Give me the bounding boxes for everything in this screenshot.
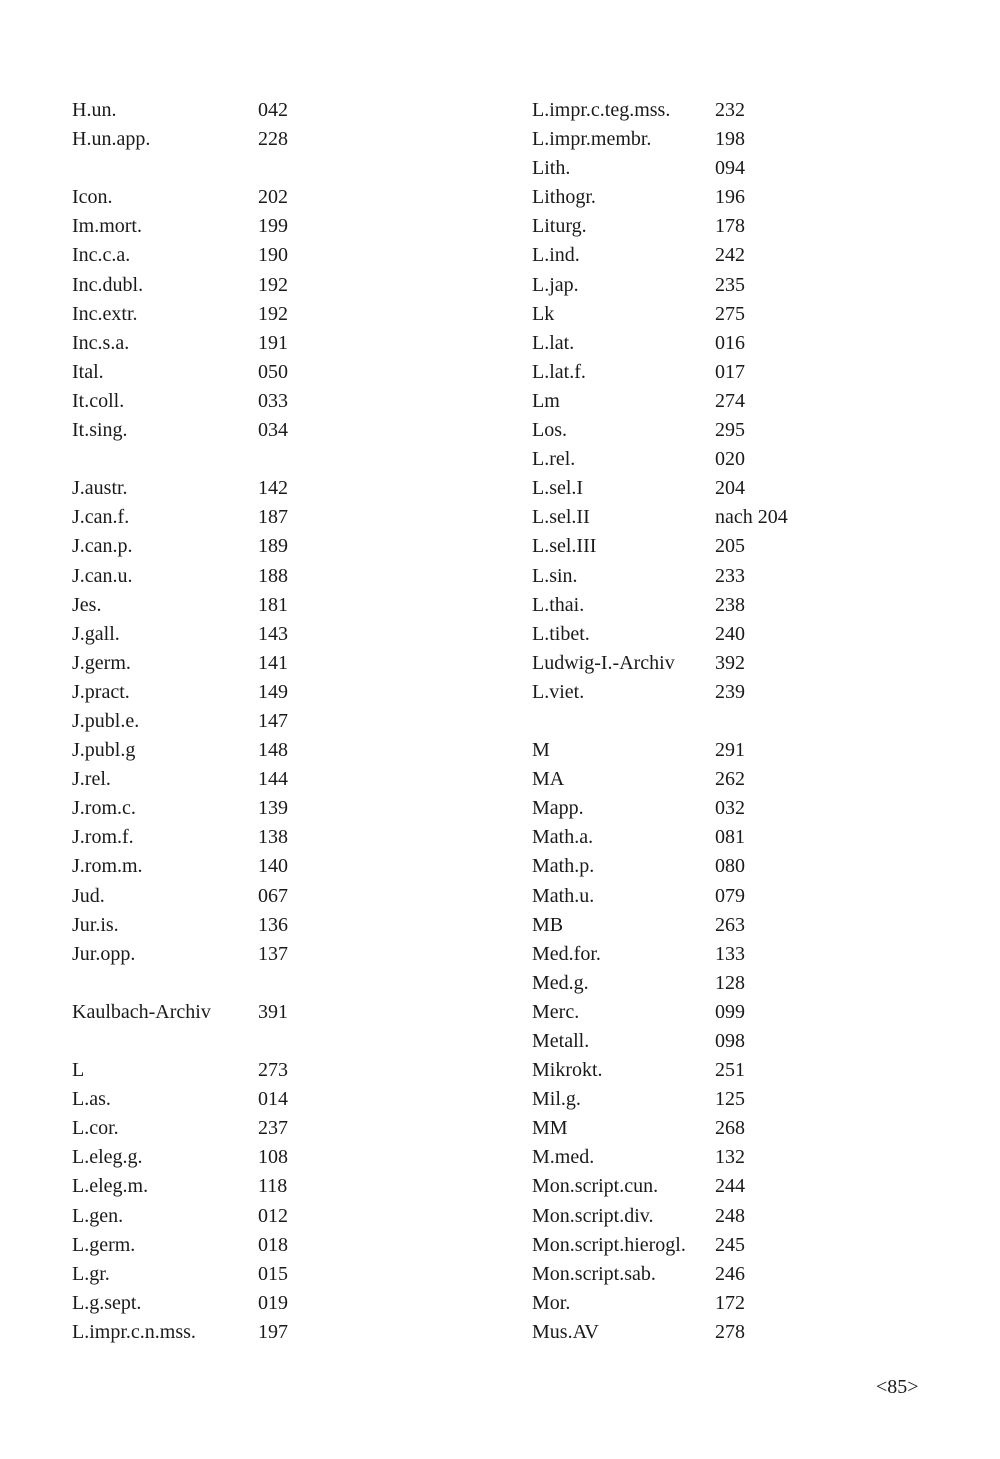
index-entry (532, 329, 745, 358)
entry-abbreviation: Mon.script.div. (532, 1204, 654, 1227)
entry-code: 291 (715, 739, 745, 762)
index-entry (72, 823, 288, 852)
index-entry (72, 241, 288, 270)
entry-abbreviation: L.lat. (532, 331, 575, 354)
entry-code: 012 (258, 1204, 288, 1227)
entry-code: 033 (258, 389, 288, 412)
index-entry (72, 96, 288, 125)
entry-abbreviation: Inc.extr. (72, 302, 138, 325)
index-entry (72, 300, 288, 329)
index-entry (532, 591, 745, 620)
entry-code: 205 (715, 535, 745, 558)
entry-abbreviation: Lithogr. (532, 186, 596, 209)
entry-abbreviation: Lm (532, 389, 560, 412)
entry-abbreviation: Jur.opp. (72, 942, 136, 965)
entry-abbreviation: Jur.is. (72, 913, 119, 936)
index-entry (72, 1172, 288, 1201)
index-entry (72, 620, 288, 649)
index-entry (532, 736, 745, 765)
index-entry (72, 329, 288, 358)
index-entry (532, 212, 745, 241)
entry-abbreviation: L.eleg.m. (72, 1175, 149, 1198)
entry-code: 016 (715, 331, 745, 354)
entry-abbreviation: Jes. (72, 593, 102, 616)
index-entry (532, 852, 745, 881)
index-entry (72, 969, 211, 998)
entry-code: 108 (258, 1146, 288, 1169)
entry-code: 237 (258, 1117, 288, 1140)
entry-abbreviation: L.sel.II (532, 506, 590, 529)
entry-code: 246 (715, 1262, 745, 1285)
entry-code: 020 (715, 448, 745, 471)
entry-code: 232 (715, 99, 745, 121)
entry-code: 034 (258, 419, 288, 442)
entry-abbreviation: J.rom.m. (72, 855, 143, 878)
index-entry (72, 765, 288, 794)
entry-code: 196 (715, 186, 745, 209)
entry-abbreviation: Mon.script.hierogl. (532, 1233, 686, 1256)
index-entry (532, 1027, 745, 1056)
entry-code: 187 (258, 506, 288, 529)
index-entry (72, 940, 288, 969)
index-entry (72, 416, 288, 445)
entry-abbreviation: Med.for. (532, 942, 601, 965)
entry-code: 238 (715, 593, 745, 616)
index-entry (532, 1143, 745, 1172)
entry-abbreviation: M.med. (532, 1146, 595, 1169)
index-entry (532, 1056, 745, 1085)
index-entry (72, 591, 288, 620)
entry-code: 190 (258, 244, 288, 267)
entry-abbreviation: Metall. (532, 1030, 590, 1052)
entry-code: 118 (258, 1175, 288, 1198)
entry-code: 199 (258, 215, 288, 238)
index-entry (532, 1085, 745, 1114)
entry-abbreviation: It.sing. (72, 419, 128, 442)
index-entry (532, 503, 788, 532)
entry-code: 240 (715, 622, 745, 645)
entry-abbreviation: J.rom.f. (72, 826, 134, 849)
entry-abbreviation: Med.g. (532, 971, 589, 994)
entry-code: 138 (258, 826, 288, 849)
entry-code: 014 (258, 1088, 288, 1111)
index-entry (72, 882, 288, 911)
entry-abbreviation: L.jap. (532, 273, 579, 296)
entry-abbreviation: L.viet. (532, 680, 585, 703)
entry-code: 079 (715, 884, 745, 907)
entry-code: 144 (258, 768, 288, 791)
index-entry (72, 1114, 288, 1143)
entry-code: 142 (258, 477, 288, 500)
entry-abbreviation: J.rel. (72, 768, 111, 791)
index-entry (72, 358, 288, 387)
entry-abbreviation: Ludwig-I.-Archiv (532, 651, 675, 674)
entry-abbreviation: Math.a. (532, 826, 594, 849)
entry-code: 178 (715, 215, 745, 238)
entry-abbreviation: Math.u. (532, 884, 595, 907)
entry-code: 198 (715, 128, 745, 151)
entry-code: 181 (258, 593, 288, 616)
index-entry (532, 1114, 745, 1143)
entry-abbreviation: L.as. (72, 1088, 111, 1111)
entry-code: 128 (715, 971, 745, 994)
entry-code: 132 (715, 1146, 745, 1169)
index-entry (532, 940, 745, 969)
entry-abbreviation: Kaulbach-Archiv (72, 1000, 211, 1023)
index-entry (72, 474, 288, 503)
index-entry (532, 416, 745, 445)
index-entry (532, 998, 745, 1027)
entry-abbreviation: Inc.dubl. (72, 273, 144, 296)
entry-abbreviation: J.can.p. (72, 535, 133, 558)
entry-code: 099 (715, 1000, 745, 1023)
entry-abbreviation: Jud. (72, 884, 105, 907)
index-entry (72, 271, 288, 300)
entry-abbreviation: Mor. (532, 1291, 571, 1314)
index-entry (72, 1260, 288, 1289)
index-entry (72, 445, 211, 474)
entry-abbreviation: L.thai. (532, 593, 585, 616)
entry-abbreviation: J.austr. (72, 477, 128, 500)
index-entry (532, 183, 745, 212)
index-entry (532, 1231, 745, 1260)
page-number: <85> (876, 1376, 919, 1398)
entry-abbreviation: J.germ. (72, 651, 131, 674)
index-entry (532, 532, 745, 561)
entry-code: 275 (715, 302, 745, 325)
entry-abbreviation: MM (532, 1117, 568, 1140)
entry-code: 278 (715, 1320, 745, 1343)
index-entry (72, 1056, 288, 1085)
entry-code: 274 (715, 389, 745, 412)
index-entry (532, 1318, 745, 1347)
entry-abbreviation: J.publ.g (72, 739, 136, 762)
index-entry (532, 707, 686, 736)
entry-code: 245 (715, 1233, 745, 1256)
entry-abbreviation: Liturg. (532, 215, 587, 238)
entry-abbreviation: J.can.f. (72, 506, 130, 529)
index-entry (72, 1318, 288, 1347)
index-entry (72, 736, 288, 765)
entry-abbreviation: Ital. (72, 360, 104, 383)
entry-code: 067 (258, 884, 288, 907)
entry-abbreviation: Im.mort. (72, 215, 142, 238)
entry-code: 019 (258, 1291, 288, 1314)
index-entry (72, 852, 288, 881)
entry-abbreviation: J.publ.e. (72, 709, 140, 732)
entry-abbreviation: Icon. (72, 186, 113, 209)
entry-abbreviation: J.gall. (72, 622, 120, 645)
index-entry (72, 998, 288, 1027)
entry-code: 017 (715, 360, 745, 383)
index-entry (532, 823, 745, 852)
index-entry (72, 125, 288, 154)
entry-abbreviation: Math.p. (532, 855, 595, 878)
entry-code: 268 (715, 1117, 745, 1140)
entry-abbreviation: L.tibet. (532, 622, 590, 645)
entry-code: 133 (715, 942, 745, 965)
index-entry (72, 503, 288, 532)
index-entry (532, 125, 745, 154)
entry-code: 228 (258, 128, 288, 151)
entry-code: 192 (258, 302, 288, 325)
index-entry (72, 1143, 288, 1172)
index-entry (72, 1202, 288, 1231)
entry-code: 149 (258, 680, 288, 703)
entry-code: 188 (258, 564, 288, 587)
entry-abbreviation: L.gen. (72, 1204, 124, 1227)
entry-abbreviation: L.sin. (532, 564, 578, 587)
entry-code: 235 (715, 273, 745, 296)
entry-code: 032 (715, 797, 745, 820)
entry-abbreviation: L.impr.c.n.mss. (72, 1320, 196, 1343)
index-entry (72, 212, 288, 241)
entry-code: 251 (715, 1059, 745, 1082)
entry-abbreviation: It.coll. (72, 389, 125, 412)
entry-code: 391 (258, 1000, 288, 1023)
index-entry (72, 1027, 211, 1056)
index-entry (532, 649, 745, 678)
index-entry (532, 911, 745, 940)
entry-abbreviation: M (532, 739, 550, 762)
entry-code: 197 (258, 1320, 288, 1343)
entry-abbreviation: Lk (532, 302, 555, 325)
entry-abbreviation: J.pract. (72, 680, 130, 703)
entry-abbreviation: Inc.c.a. (72, 244, 131, 267)
entry-abbreviation: Lith. (532, 157, 571, 180)
entry-code: 094 (715, 157, 745, 180)
entry-abbreviation: L.gr. (72, 1262, 110, 1285)
entry-code: 233 (715, 564, 745, 587)
entry-code: 248 (715, 1204, 745, 1227)
entry-code: 137 (258, 942, 288, 965)
entry-abbreviation: L.sel.I (532, 477, 584, 500)
index-entry (532, 1202, 745, 1231)
index-entry (72, 1085, 288, 1114)
entry-code: 080 (715, 855, 745, 878)
entry-abbreviation: L.impr.membr. (532, 128, 652, 151)
entry-code: 392 (715, 651, 745, 674)
index-entry (532, 300, 745, 329)
entry-abbreviation: Los. (532, 419, 567, 442)
index-entry (532, 241, 745, 270)
entry-code: 098 (715, 1030, 745, 1052)
entry-abbreviation: L.lat.f. (532, 360, 586, 383)
entry-abbreviation: L.g.sept. (72, 1291, 142, 1314)
entry-code: 042 (258, 99, 288, 121)
entry-abbreviation: H.un. (72, 99, 117, 121)
entry-code: 244 (715, 1175, 745, 1198)
entry-abbreviation: Mon.script.cun. (532, 1175, 659, 1198)
index-entry (72, 678, 288, 707)
entry-code: 015 (258, 1262, 288, 1285)
entry-abbreviation: J.rom.c. (72, 797, 136, 820)
entry-abbreviation: Mon.script.sab. (532, 1262, 656, 1285)
entry-code: nach 204 (715, 506, 788, 529)
index-entry (72, 911, 288, 940)
index-entry (532, 474, 745, 503)
index-entry (532, 794, 745, 823)
entry-code: 125 (715, 1088, 745, 1111)
index-entry (72, 532, 288, 561)
index-entry (532, 271, 745, 300)
index-entry (72, 649, 288, 678)
entry-abbreviation: Mil.g. (532, 1088, 581, 1111)
index-entry (72, 154, 211, 183)
entry-code: 263 (715, 913, 745, 936)
index-entry (532, 154, 745, 183)
entry-code: 018 (258, 1233, 288, 1256)
entry-abbreviation: Mus.AV (532, 1320, 599, 1343)
entry-abbreviation: L.sel.III (532, 535, 597, 558)
entry-abbreviation: L.rel. (532, 448, 576, 471)
entry-code: 172 (715, 1291, 745, 1314)
entry-abbreviation: Inc.s.a. (72, 331, 130, 354)
entry-code: 143 (258, 622, 288, 645)
right-index-column (532, 96, 788, 1347)
entry-code: 295 (715, 419, 745, 442)
index-entry (532, 765, 745, 794)
entry-abbreviation: L (72, 1059, 85, 1082)
index-entry (532, 882, 745, 911)
index-entry (72, 1289, 288, 1318)
left-index-column (72, 96, 288, 1347)
index-entry (532, 96, 745, 125)
entry-abbreviation: MA (532, 768, 565, 791)
index-entry (532, 678, 745, 707)
entry-code: 136 (258, 913, 288, 936)
entry-abbreviation: Mikrokt. (532, 1059, 603, 1082)
entry-abbreviation: MB (532, 913, 564, 936)
entry-code: 262 (715, 768, 745, 791)
entry-code: 148 (258, 739, 288, 762)
index-entry (532, 445, 745, 474)
index-entry (72, 707, 288, 736)
entry-code: 141 (258, 651, 288, 674)
entry-code: 239 (715, 680, 745, 703)
index-entry (532, 969, 745, 998)
entry-abbreviation: L.cor. (72, 1117, 119, 1140)
index-entry (532, 358, 745, 387)
entry-abbreviation: L.germ. (72, 1233, 136, 1256)
entry-abbreviation: J.can.u. (72, 564, 133, 587)
index-entry (72, 562, 288, 591)
index-entry (532, 1289, 745, 1318)
entry-abbreviation: L.impr.c.teg.mss. (532, 99, 671, 121)
index-entry (72, 794, 288, 823)
entry-code: 147 (258, 709, 288, 732)
index-entry (532, 1260, 745, 1289)
index-entry (532, 620, 745, 649)
entry-abbreviation: L.ind. (532, 244, 580, 267)
entry-code: 202 (258, 186, 288, 209)
index-entry (72, 183, 288, 212)
entry-code: 191 (258, 331, 288, 354)
entry-code: 140 (258, 855, 288, 878)
index-entry (532, 387, 745, 416)
entry-abbreviation: L.eleg.g. (72, 1146, 143, 1169)
index-entry (532, 1172, 745, 1201)
entry-code: 204 (715, 477, 745, 500)
entry-code: 050 (258, 360, 288, 383)
entry-code: 139 (258, 797, 288, 820)
entry-code: 081 (715, 826, 745, 849)
entry-abbreviation: Mapp. (532, 797, 584, 820)
entry-abbreviation: H.un.app. (72, 128, 151, 151)
index-entry (72, 1231, 288, 1260)
entry-code: 192 (258, 273, 288, 296)
index-entry (532, 562, 745, 591)
entry-code: 189 (258, 535, 288, 558)
entry-code: 273 (258, 1059, 288, 1082)
entry-code: 242 (715, 244, 745, 267)
index-entry (72, 387, 288, 416)
entry-abbreviation: Merc. (532, 1000, 580, 1023)
